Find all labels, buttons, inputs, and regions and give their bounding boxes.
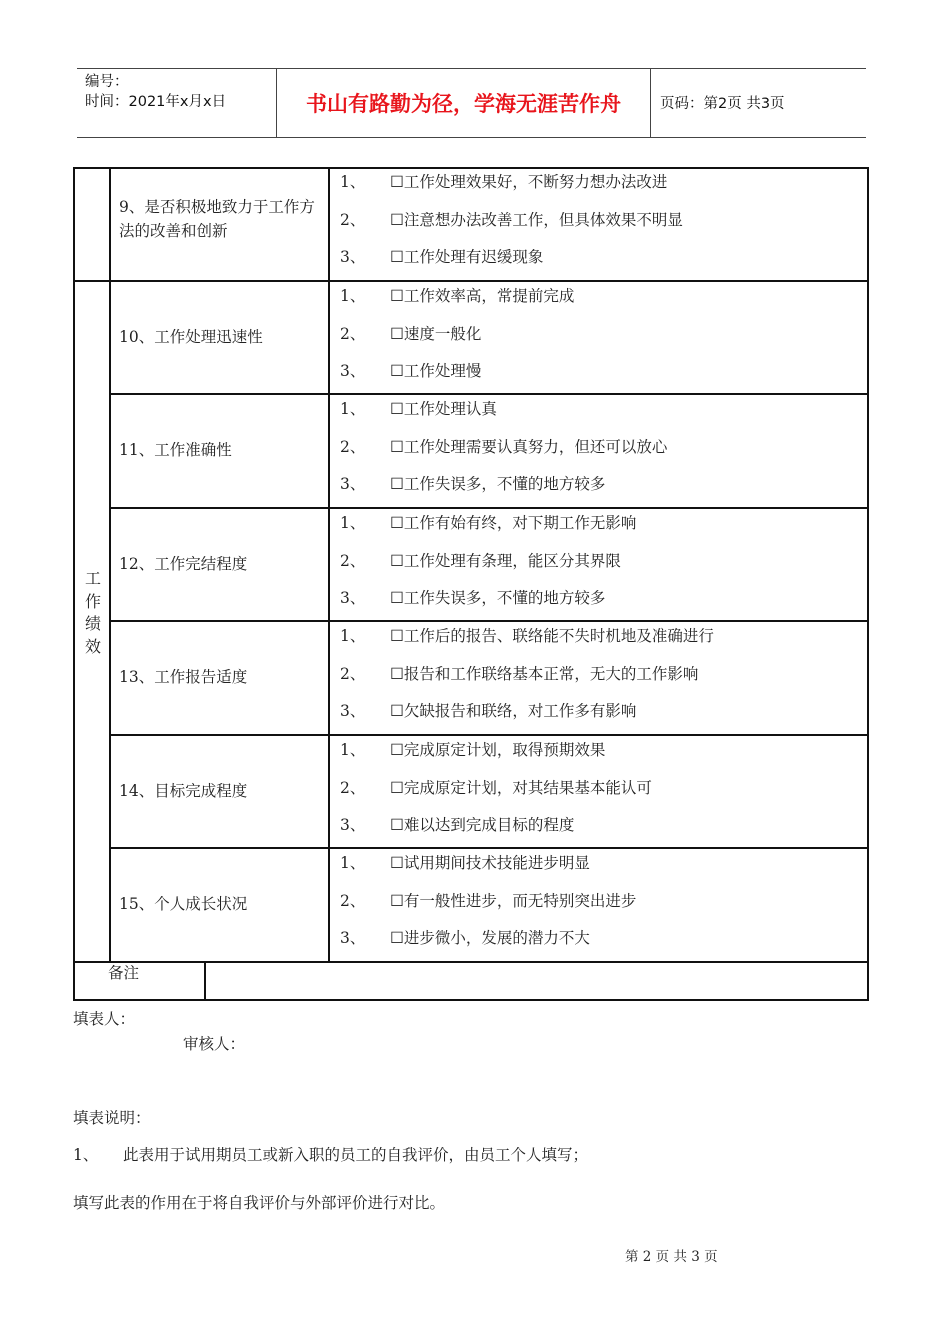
table-rule (328, 167, 330, 962)
option-checkbox-text[interactable]: ☐速度一般化 (390, 324, 482, 343)
evaluation-table (73, 167, 869, 1001)
option-number: 1、 (340, 854, 366, 872)
option-number: 3、 (340, 248, 366, 266)
option-checkbox-text[interactable]: ☐工作有始有终，对下期工作无影响 (390, 514, 637, 532)
option-checkbox-text[interactable]: ☐工作处理慢 (390, 362, 482, 380)
instruction-1-text: 此表用于试用期员工或新入职的员工的自我评价，由员工个人填写； (123, 1146, 589, 1164)
remark-label: 备注 (108, 964, 140, 982)
table-rule (109, 734, 869, 736)
option-checkbox-text[interactable]: ☐工作失误多，不懂的地方较多 (390, 475, 606, 493)
option-number: 3、 (340, 589, 366, 607)
table-rule (109, 393, 869, 395)
option-number: 3、 (340, 702, 366, 720)
option-checkbox-text[interactable]: ☐工作后的报告、联络能不失时机地及准确进行 (390, 627, 714, 645)
page-footer: 第 2 页 共 3 页 (625, 1249, 718, 1265)
criterion-label: 10、工作处理迅速性 (119, 328, 263, 346)
instruction-1-number: 1、 (73, 1146, 99, 1164)
table-rule (73, 280, 869, 282)
option-checkbox-text[interactable]: ☐难以达到完成目标的程度 (390, 816, 575, 834)
option-number: 2、 (340, 891, 366, 910)
criterion-label: 15、个人成长状况 (119, 895, 248, 913)
table-rule (109, 167, 111, 962)
table-rule (73, 961, 869, 963)
option-number: 3、 (340, 816, 366, 834)
date-line: 时间：2021年x月x日 (85, 94, 227, 110)
table-rule (73, 167, 869, 169)
option-number: 2、 (340, 210, 366, 229)
option-checkbox-text[interactable]: ☐进步微小，发展的潜力不大 (390, 929, 590, 947)
reviewer-label: 审核人： (183, 1035, 246, 1053)
instructions-title: 填表说明： (73, 1109, 151, 1127)
table-rule (867, 167, 869, 1001)
option-checkbox-text[interactable]: ☐完成原定计划，对其结果基本能认可 (390, 778, 652, 797)
option-number: 2、 (340, 437, 366, 456)
option-number: 2、 (340, 664, 366, 683)
option-checkbox-text[interactable]: ☐完成原定计划，取得预期效果 (390, 741, 606, 759)
table-rule (109, 507, 869, 509)
instruction-2-text: 填写此表的作用在于将自我评价与外部评价进行对比。 (73, 1194, 446, 1212)
option-number: 3、 (340, 475, 366, 493)
option-number: 1、 (340, 287, 366, 305)
criterion-label: 14、目标完成程度 (119, 782, 248, 800)
option-checkbox-text[interactable]: ☐工作失误多，不懂的地方较多 (390, 589, 606, 607)
option-checkbox-text[interactable]: ☐报告和工作联络基本正常，无大的工作影响 (390, 664, 699, 683)
option-number: 1、 (340, 173, 366, 191)
table-rule (109, 620, 869, 622)
option-number: 2、 (340, 778, 366, 797)
option-number: 3、 (340, 362, 366, 380)
option-number: 1、 (340, 400, 366, 418)
option-checkbox-text[interactable]: ☐工作处理需要认真努力，但还可以放心 (390, 437, 668, 456)
option-number: 1、 (340, 514, 366, 532)
header-motto: 书山有路勤为径，学海无涯苦作舟 (306, 91, 621, 116)
option-checkbox-text[interactable]: ☐工作处理效果好，不断努力想办法改进 (390, 173, 668, 191)
criterion-label: 12、工作完结程度 (119, 555, 248, 573)
option-checkbox-text[interactable]: ☐工作处理有条理，能区分其界限 (390, 551, 621, 570)
criterion-label: 13、工作报告适度 (119, 668, 248, 686)
option-number: 3、 (340, 929, 366, 947)
table-rule (204, 962, 206, 1001)
option-number: 1、 (340, 627, 366, 645)
serial-label: 编号： (85, 74, 129, 90)
option-checkbox-text[interactable]: ☐试用期间技术技能进步明显 (390, 854, 590, 872)
option-checkbox-text[interactable]: ☐工作处理认真 (390, 400, 497, 418)
option-checkbox-text[interactable]: ☐注意想办法改善工作，但具体效果不明显 (390, 210, 683, 229)
header-page-indicator: 页码：第2页 共3页 (660, 96, 785, 112)
option-number: 1、 (340, 741, 366, 759)
filler-label: 填表人： (73, 1010, 136, 1028)
table-rule (109, 847, 869, 849)
header-divider (650, 69, 651, 137)
option-checkbox-text[interactable]: ☐工作处理有迟缓现象 (390, 248, 544, 266)
option-number: 2、 (340, 324, 366, 343)
option-checkbox-text[interactable]: ☐有一般性进步，而无特别突出进步 (390, 891, 637, 910)
option-checkbox-text[interactable]: ☐工作效率高，常提前完成 (390, 287, 575, 305)
option-number: 2、 (340, 551, 366, 570)
header-meta (85, 72, 226, 112)
criterion-label: 9、是否积极地致力于工作方法的改善和创新 (119, 198, 315, 240)
page-header (77, 68, 866, 138)
table-rule (73, 167, 75, 1001)
table-rule (73, 999, 869, 1001)
category-label-work-performance: 工 作 绩 效 (84, 569, 101, 656)
criterion-label: 11、工作准确性 (119, 441, 232, 459)
option-checkbox-text[interactable]: ☐欠缺报告和联络，对工作多有影响 (390, 702, 637, 720)
